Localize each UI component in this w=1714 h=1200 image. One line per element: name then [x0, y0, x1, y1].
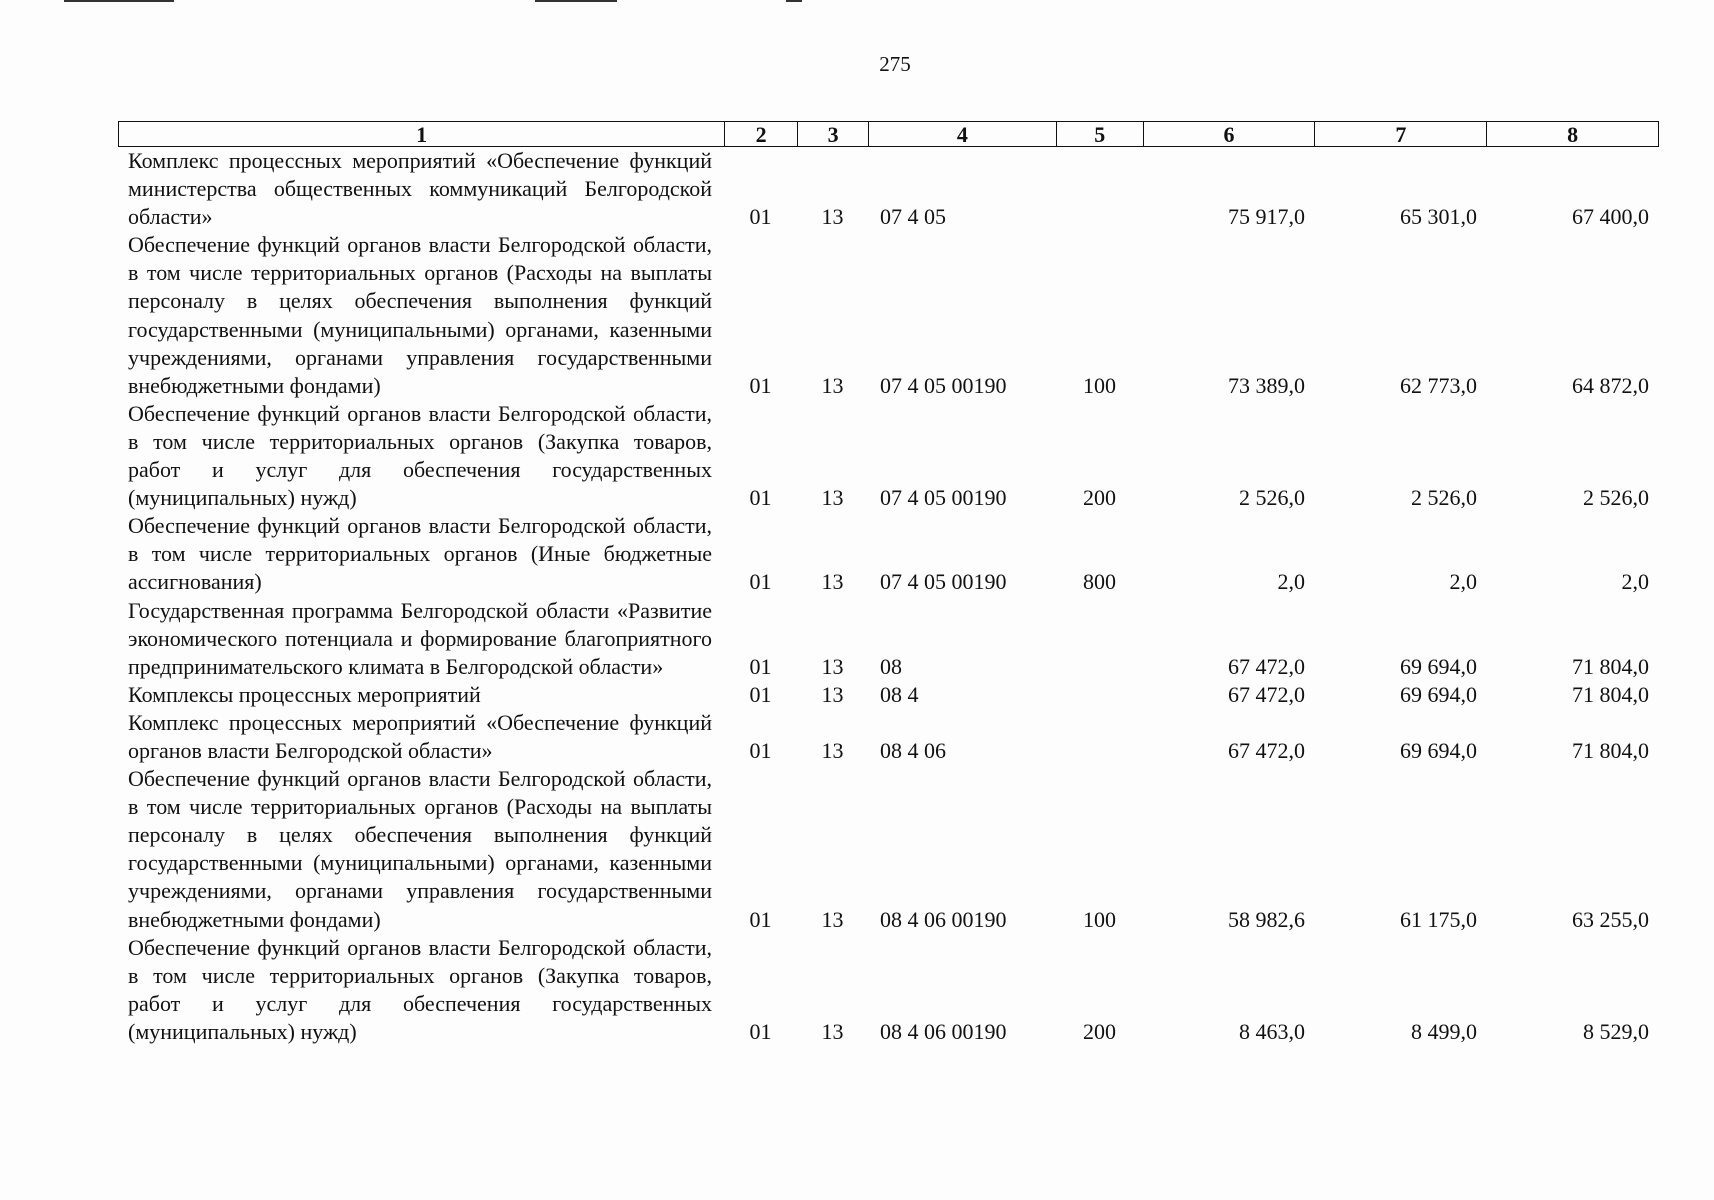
- budget-table: [118, 121, 1659, 1046]
- expense-type-code: 200: [1083, 485, 1116, 511]
- amount-column-7: 69 694,0: [1400, 737, 1477, 763]
- expense-type-code: 100: [1083, 372, 1116, 398]
- amount-column-8: 2 526,0: [1583, 485, 1649, 511]
- row-name: Обеспечение функций органов власти Белгородской области, в том числе территориальных органов (Закупка товаров, работ и услуг для обеспечения государственных (муниципальных) нужд): [128, 400, 712, 511]
- section-code: 01: [749, 1018, 772, 1044]
- column-header-7: 7: [1314, 122, 1486, 146]
- amount-column-8: 8 529,0: [1583, 1018, 1649, 1044]
- section-code: 01: [749, 569, 772, 595]
- subsection-code: 13: [821, 485, 844, 511]
- amount-column-6: 67 472,0: [1228, 653, 1305, 679]
- subsection-code: 13: [821, 737, 844, 763]
- column-header-6: 6: [1143, 122, 1315, 146]
- amount-column-8: 63 255,0: [1572, 906, 1649, 932]
- section-code: 01: [749, 906, 772, 932]
- table-row: [118, 765, 1659, 934]
- amount-column-8: 2,0: [1621, 569, 1649, 595]
- table-header-row: [118, 121, 1659, 147]
- section-code: 01: [749, 372, 772, 398]
- section-code: 01: [749, 485, 772, 511]
- row-name: Обеспечение функций органов власти Белгородской области, в том числе территориальных органов (Закупка товаров, работ и услуг для обеспечения государственных (муниципальных) нужд): [128, 934, 712, 1044]
- target-item-code: 07 4 05 00190: [880, 372, 1007, 398]
- amount-column-7: 69 694,0: [1400, 653, 1477, 679]
- table-row: [118, 681, 1659, 709]
- column-header-8: 8: [1486, 122, 1658, 146]
- amount-column-8: 64 872,0: [1572, 372, 1649, 398]
- scan-edge-rule: [535, 0, 617, 2]
- row-name: Комплексы процессных мероприятий: [128, 681, 481, 707]
- expense-type-code: 800: [1083, 569, 1116, 595]
- amount-column-6: 75 917,0: [1228, 204, 1305, 230]
- subsection-code: 13: [821, 653, 844, 679]
- amount-column-6: 2,0: [1277, 569, 1305, 595]
- amount-column-8: 71 804,0: [1572, 653, 1649, 679]
- row-name: Государственная программа Белгородской области «Развитие экономического потенциала и формирование благоприятного предпринимательского климата в Белгородской области»: [128, 597, 712, 679]
- target-item-code: 07 4 05 00190: [880, 569, 1007, 595]
- table-row: [118, 147, 1659, 231]
- amount-column-7: 61 175,0: [1400, 906, 1477, 932]
- amount-column-7: 2 526,0: [1411, 485, 1477, 511]
- target-item-code: 08 4 06: [880, 737, 946, 763]
- table-row: [118, 709, 1659, 765]
- row-name: Обеспечение функций органов власти Белгородской области, в том числе территориальных органов (Расходы на выплаты персоналу в целях обеспечения выполнения функций государственными (муниципальными) органами, казенными учреждениями, органами управления государственными внебюджетными фондами): [128, 232, 712, 398]
- row-name: Комплекс процессных мероприятий «Обеспечение функций органов власти Белгородской области»: [128, 709, 712, 763]
- amount-column-7: 69 694,0: [1400, 681, 1477, 707]
- target-item-code: 07 4 05: [880, 204, 946, 230]
- amount-column-6: 2 526,0: [1239, 485, 1305, 511]
- table-row: [118, 512, 1659, 596]
- target-item-code: 08 4 06 00190: [880, 1018, 1007, 1044]
- amount-column-6: 67 472,0: [1228, 737, 1305, 763]
- row-name: Комплекс процессных мероприятий «Обеспечение функций министерства общественных коммуникаций Белгородской области»: [128, 148, 712, 230]
- expense-type-code: 200: [1083, 1018, 1116, 1044]
- table-row: [118, 231, 1659, 400]
- target-item-code: 07 4 05 00190: [880, 485, 1007, 511]
- subsection-code: 13: [821, 204, 844, 230]
- amount-column-6: 73 389,0: [1228, 372, 1305, 398]
- table-row: [118, 597, 1659, 681]
- amount-column-7: 62 773,0: [1400, 372, 1477, 398]
- subsection-code: 13: [821, 1018, 844, 1044]
- subsection-code: 13: [821, 681, 844, 707]
- amount-column-8: 71 804,0: [1572, 681, 1649, 707]
- amount-column-6: 8 463,0: [1239, 1018, 1305, 1044]
- column-header-1: 1: [416, 122, 428, 147]
- section-code: 01: [749, 204, 772, 230]
- row-name: Обеспечение функций органов власти Белгородской области, в том числе территориальных органов (Расходы на выплаты персоналу в целях обеспечения выполнения функций государственными (муниципальными) органами, казенными учреждениями, органами управления государственными внебюджетными фондами): [128, 766, 712, 932]
- table-row: [118, 934, 1659, 1046]
- expense-type-code: 100: [1083, 906, 1116, 932]
- target-item-code: 08 4 06 00190: [880, 906, 1007, 932]
- amount-column-8: 67 400,0: [1572, 204, 1649, 230]
- column-header-2: 2: [724, 122, 797, 146]
- amount-column-7: 2,0: [1449, 569, 1477, 595]
- target-item-code: 08: [880, 653, 902, 679]
- section-code: 01: [749, 737, 772, 763]
- section-code: 01: [749, 681, 772, 707]
- amount-column-7: 65 301,0: [1400, 204, 1477, 230]
- amount-column-6: 58 982,6: [1228, 906, 1305, 932]
- subsection-code: 13: [821, 372, 844, 398]
- amount-column-7: 8 499,0: [1411, 1018, 1477, 1044]
- amount-column-8: 71 804,0: [1572, 737, 1649, 763]
- section-code: 01: [749, 653, 772, 679]
- amount-column-6: 67 472,0: [1228, 681, 1305, 707]
- scan-edge-rule: [64, 0, 174, 2]
- target-item-code: 08 4: [880, 681, 919, 707]
- table-row: [118, 400, 1659, 512]
- column-header-3: 3: [797, 122, 868, 146]
- scan-edge-rule: [786, 0, 802, 2]
- column-header-4: 4: [868, 122, 1056, 146]
- page-number: 275: [879, 52, 911, 76]
- subsection-code: 13: [821, 906, 844, 932]
- row-name: Обеспечение функций органов власти Белгородской области, в том числе территориальных органов (Иные бюджетные ассигнования): [128, 513, 712, 595]
- column-header-5: 5: [1056, 122, 1143, 146]
- subsection-code: 13: [821, 569, 844, 595]
